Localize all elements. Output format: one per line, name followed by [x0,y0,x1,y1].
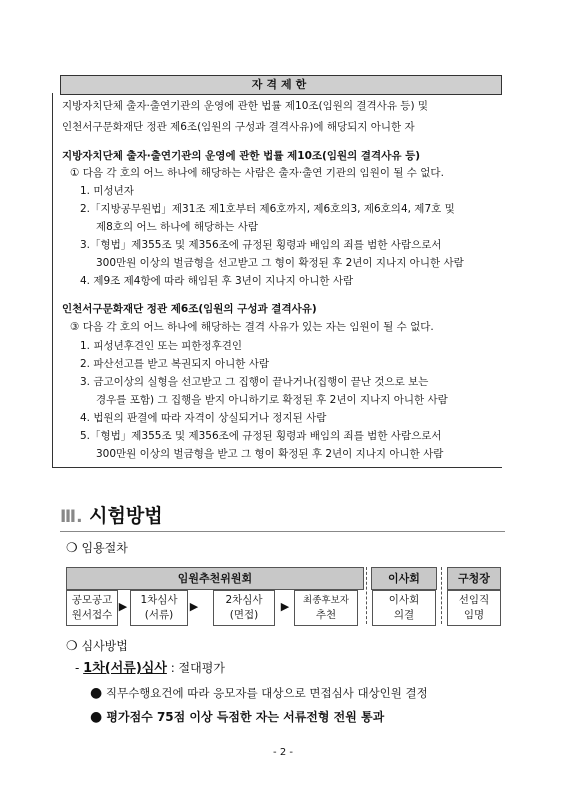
method-bullet-text: 평가점수 75점 이상 득점한 자는 서류전형 전원 통과 [106,710,385,724]
law1-item: 2.「지방공무원법」제31조 제1호부터 제6호까지, 제6호의3, 제6호의4, 제7호 및 [80,203,455,215]
procedure-heading-text: 임용절차 [81,541,128,555]
arrow-right-icon: ▶ [118,600,128,613]
step-line: (면접) [229,609,259,621]
intro-line-1: 지방자치단체 출자·출연기관의 운영에 관한 법률 제10조(임원의 결격사유 등) 및 [62,100,429,112]
qualification-header: 자격제한 [60,75,502,95]
law2-title: 인천서구문화재단 정관 제6조(임원의 구성과 결격사유) [62,303,317,315]
step-box [66,590,118,626]
method-bullet-text: 직무수행요건에 따라 응모자를 대상으로 면접심사 대상인원 결정 [105,686,428,700]
step-line: 공모공고 [71,594,113,606]
step-box [130,590,188,626]
law2-item: 300만원 이상의 벌금형을 받고 그 형이 확정된 후 2년이 지나지 아니한 사람 [96,448,444,460]
law2-item: 3. 금고이상의 실형을 선고받고 그 집행이 끝나거나(집행이 끝난 것으로 보는 [80,376,429,388]
method-sub-label: 1차(서류)심사 [83,661,167,676]
step-box [294,590,358,626]
method-bullet [90,685,428,701]
step-line: 원서접수 [71,609,113,621]
step-box [447,590,501,626]
law1-item: 제8호의 어느 하나에 해당하는 사람 [96,221,259,233]
bullet-icon: ● [90,709,103,725]
method-heading-text: 심사방법 [81,639,128,653]
step-line: 최종후보자 [303,595,349,606]
law2-item: 5.「형법」제355조 및 제356조에 규정된 횡령과 배임의 죄를 범한 사람으로서 [80,430,442,442]
step-line: 2차심사 [225,594,263,606]
group-header-board: 이사회 [371,567,437,590]
step-line: 이사회 [388,594,420,606]
intro-line-2: 인천서구문화재단 정관 제6조(임원의 구성과 결격사유)에 해당되지 아니한 자 [62,121,415,133]
bullet-icon: ● [90,685,103,701]
law1-item: 4. 제9조 제4항에 따라 해임된 후 3년이 지나지 아니한 사람 [80,275,354,287]
step-line: 1차심사 [140,594,178,606]
group-divider [441,567,442,624]
section-title [60,503,163,530]
method-sub: - 1차(서류)심사 : 절대평가 [75,661,225,676]
step-line: 임명 [463,609,485,621]
step-line: 의결 [393,609,415,621]
procedure-heading [66,540,128,557]
law1-item: 1. 미성년자 [80,185,134,197]
group-header-committee: 임원추천위원회 [66,567,364,590]
step-line: 선임직 [458,594,490,606]
group-divider [366,567,367,624]
law2-clause: ③ 다음 각 호의 어느 하나에 해당하는 결격 사유가 있는 자는 임원이 될 수 없다. [70,321,434,333]
section-number: Ⅲ. [60,507,83,527]
method-heading [66,638,128,655]
arrow-right-icon: ▶ [189,600,199,613]
law2-item: 4. 법원의 판결에 따라 자격이 상실되거나 정지된 사람 [80,412,327,424]
law1-title: 지방자치단체 출자·출연기관의 운영에 관한 법률 제10조(임원의 결격사유 등) [62,150,421,162]
law1-item: 300만원 이상의 벌금형을 선고받고 그 형이 확정된 후 2년이 지나지 아니한 사람 [96,257,464,269]
method-bullet [90,709,384,725]
law1-item: 3.「형법」제355조 및 제356조에 규정된 횡령과 배임의 죄를 범한 사람으로서 [80,239,442,251]
method-sub-value: : 절대평가 [170,661,225,675]
step-box [372,590,436,626]
section-rule [60,531,505,532]
section-title-text: 시험방법 [89,505,163,527]
law1-clause: ① 다음 각 호의 어느 하나에 해당하는 사람은 출자·출연 기관의 임원이 될 수 없다. [70,167,444,179]
hollow-circle-icon: ❍ [66,639,78,654]
step-box [213,590,275,626]
hollow-circle-icon: ❍ [66,541,78,556]
group-header-mayor: 구청장 [447,567,501,590]
box-left-border [52,93,53,467]
page-number: - 2 - [273,747,293,758]
law2-item: 1. 피성년후견인 또는 피한정후견인 [80,340,243,352]
law2-item: 경우를 포함) 그 집행을 받지 아니하기로 확정된 후 2년이 지나지 아니한 사람 [96,394,448,406]
law2-item: 2. 파산선고를 받고 복권되지 아니한 사람 [80,358,269,370]
step-line: 추천 [315,609,337,621]
arrow-right-icon: ▶ [280,600,290,613]
step-line: (서류) [144,609,174,621]
box-bottom-border [52,467,502,468]
